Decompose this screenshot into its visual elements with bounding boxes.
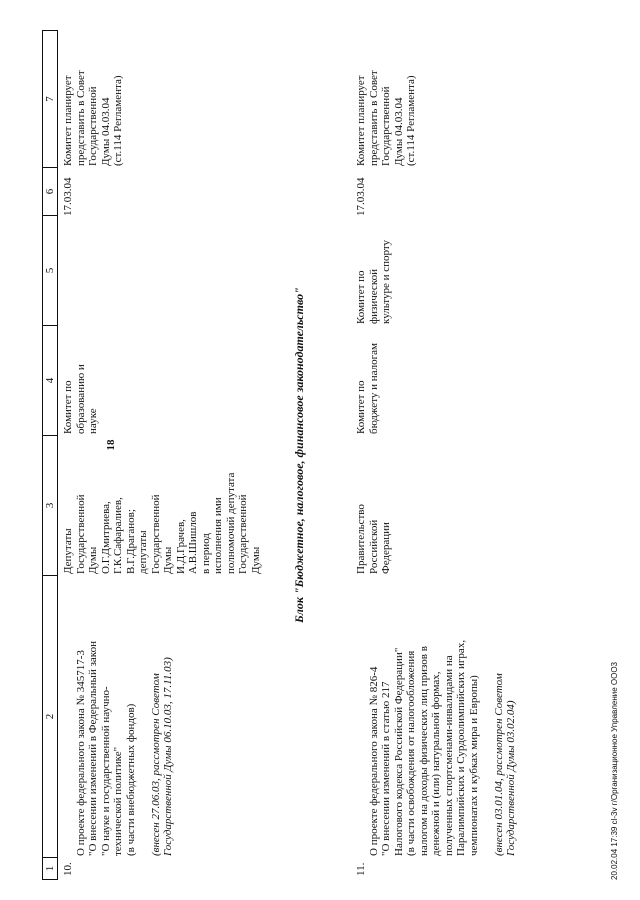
- bill-author: Депутаты Государственной Думы О.Г.Дмитриева, Г.К.Сафаралиев, В.Г.Драганов; депутаты Государственной Думы И.Д.Грачев, А.В.Шишлов в период исполнения ими полномочий депутата Государственной Думы: [62, 472, 262, 574]
- bill-author: Правительство Российской Федерации: [355, 504, 392, 574]
- header-col-3: 3: [43, 435, 57, 575]
- header-col-7: 7: [44, 96, 56, 102]
- header-col-2: 2: [43, 575, 57, 857]
- table-row: [355, 30, 517, 880]
- bill-title: О проекте федерального закона № 826-4 "О внесении изменений в статью 217 Налогового кодекса Российской Федерации" (в части освобождения от налогообложения налогом на доходы физических лиц призов в денежной и (или) натуральной формах, полученных спортсменами-инвалидами на Паралимпийских и Сурдоолимпийских играх, чемпионатах и кубках мира и Европы): [367, 639, 480, 856]
- table-row: [62, 30, 272, 880]
- row-note: Комитет планирует представить в Совет Государственной Думы 04.03.04 (ст.114 Регламента): [355, 70, 417, 166]
- table-header: [42, 30, 58, 880]
- responsible-committee: Комитет по образованию и науке: [62, 364, 99, 434]
- page-number: 18: [105, 439, 117, 451]
- bill-title: О проекте федерального закона № 345717-3 "О внесении изменений в Федеральный закон "О науке и государственной научно- технической политике" (в части внебюджетных фондов): [74, 641, 137, 856]
- bill-status: (внесен 27.06.03, рассмотрен Советом Государственной Думы 06.10.03, 17.11.03): [149, 657, 174, 856]
- bill-status: (внесен 03.01.04, рассмотрен Советом Государственной Думы 03.02.04): [492, 673, 517, 856]
- row-number: 11.: [355, 862, 367, 876]
- header-col-5: 5: [43, 215, 57, 325]
- bill-title-cell: [355, 576, 530, 856]
- row-note: Комитет планирует представить в Совет Государственной Думы 04.03.04 (ст.114 Регламента): [62, 70, 124, 166]
- header-col-1: 1: [43, 857, 57, 879]
- bill-title-cell: [62, 576, 187, 856]
- consideration-date: 17.03.04: [355, 177, 367, 216]
- responsible-committee: Комитет по бюджету и налогам: [355, 343, 380, 434]
- header-col-4: 4: [43, 325, 57, 435]
- block-title: Блок "Бюджетное, налоговое, финансовое законодательство": [292, 287, 306, 623]
- document-footer: 20.02.04 17:39 cl-3v г/Организационное Управление ООО3: [610, 662, 619, 880]
- row-number: 10.: [62, 862, 74, 876]
- header-col-6: 6: [43, 167, 57, 215]
- consideration-date: 17.03.04: [62, 177, 74, 216]
- co-committee: Комитет по физической культуре и спорту: [355, 239, 392, 324]
